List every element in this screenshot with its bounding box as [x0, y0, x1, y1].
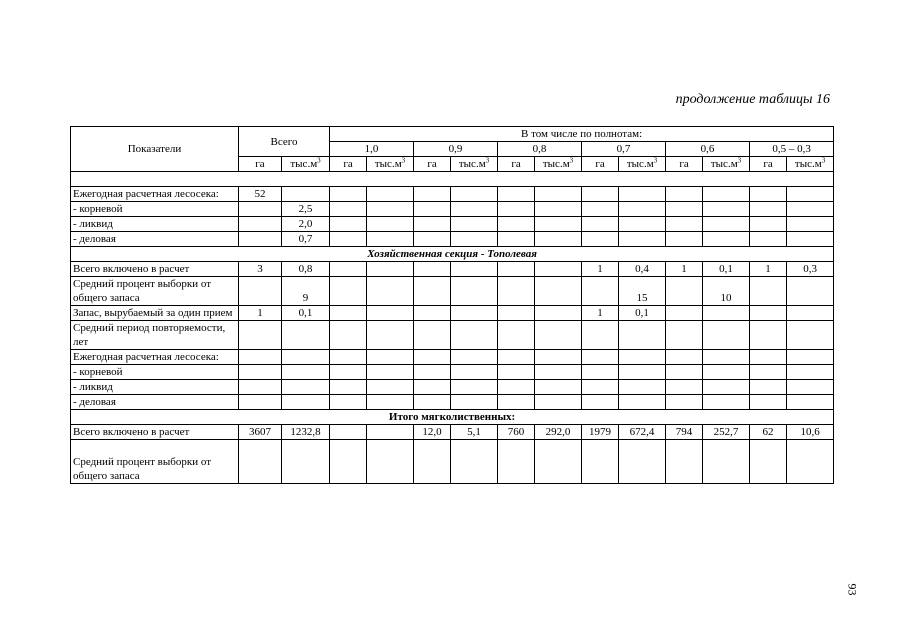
data-cell: 1 — [750, 262, 787, 277]
row-label: - корневой — [71, 202, 239, 217]
table-row — [71, 380, 834, 395]
data-cell — [239, 321, 282, 350]
data-cell — [703, 350, 750, 365]
header-unit-ha: га — [750, 157, 787, 172]
data-cell — [451, 262, 498, 277]
data-cell — [239, 202, 282, 217]
data-cell: 292,0 — [535, 425, 582, 440]
data-cell — [330, 350, 367, 365]
data-cell — [498, 187, 535, 202]
data-cell — [787, 232, 834, 247]
data-cell — [703, 365, 750, 380]
data-cell — [239, 365, 282, 380]
row-label: Ежегодная расчетная лесосека: — [71, 350, 239, 365]
table-row — [71, 172, 834, 187]
data-cell — [239, 277, 282, 306]
data-cell — [414, 395, 451, 410]
data-cell: 672,4 — [619, 425, 666, 440]
data-cell — [703, 440, 750, 484]
table-row — [71, 410, 834, 425]
header-density: 0,9 — [414, 142, 498, 157]
data-cell — [666, 232, 703, 247]
header-indicators: Показатели — [71, 127, 239, 172]
data-cell — [787, 187, 834, 202]
data-cell — [330, 425, 367, 440]
data-cell — [750, 440, 787, 484]
table-row — [71, 277, 834, 306]
table-row — [71, 262, 834, 277]
data-cell: 760 — [498, 425, 535, 440]
data-cell — [535, 202, 582, 217]
data-cell — [619, 350, 666, 365]
data-cell — [451, 187, 498, 202]
data-cell — [282, 321, 330, 350]
row-label: - ликвид — [71, 217, 239, 232]
data-cell — [414, 187, 451, 202]
header-unit-ha: га — [582, 157, 619, 172]
header-unit-m3 — [703, 157, 750, 172]
data-cell — [414, 321, 451, 350]
data-cell — [282, 365, 330, 380]
data-cell — [750, 306, 787, 321]
data-cell — [367, 365, 414, 380]
unit-m3-superscript: 3 — [317, 156, 321, 165]
row-label: - ликвид — [71, 380, 239, 395]
data-cell — [451, 440, 498, 484]
data-cell: 52 — [239, 187, 282, 202]
header-unit-m3 — [535, 157, 582, 172]
data-cell — [787, 202, 834, 217]
data-cell — [451, 217, 498, 232]
data-cell — [750, 202, 787, 217]
row-label: Средний процент выборки от общего запаса — [71, 277, 239, 306]
data-cell: 3607 — [239, 425, 282, 440]
data-cell — [451, 306, 498, 321]
data-cell — [666, 350, 703, 365]
data-cell — [582, 202, 619, 217]
header-unit-m3 — [367, 157, 414, 172]
data-cell — [787, 277, 834, 306]
data-cell — [451, 350, 498, 365]
data-cell — [619, 202, 666, 217]
data-cell: 15 — [619, 277, 666, 306]
data-cell — [451, 321, 498, 350]
row-label: - деловая — [71, 232, 239, 247]
data-cell — [619, 440, 666, 484]
table-row — [71, 217, 834, 232]
data-cell: 1 — [239, 306, 282, 321]
data-cell — [498, 321, 535, 350]
data-cell — [330, 440, 367, 484]
data-cell — [750, 217, 787, 232]
row-label: - корневой — [71, 365, 239, 380]
data-cell — [414, 217, 451, 232]
data-cell — [787, 350, 834, 365]
data-cell — [367, 380, 414, 395]
data-cell — [787, 440, 834, 484]
data-cell — [703, 202, 750, 217]
data-cell — [666, 365, 703, 380]
row-label: Средний процент выборки от общего запаса — [71, 440, 239, 484]
data-cell — [750, 187, 787, 202]
data-cell — [535, 217, 582, 232]
table-body — [71, 172, 834, 484]
data-cell — [367, 306, 414, 321]
data-cell — [619, 187, 666, 202]
header-density: 0,7 — [582, 142, 666, 157]
data-cell: 5,1 — [451, 425, 498, 440]
unit-m3-superscript: 3 — [401, 156, 406, 165]
data-cell — [330, 187, 367, 202]
data-cell — [498, 306, 535, 321]
row-label: - деловая — [71, 395, 239, 410]
data-cell — [239, 380, 282, 395]
data-cell — [367, 395, 414, 410]
data-cell — [451, 365, 498, 380]
data-cell — [330, 321, 367, 350]
data-cell — [535, 306, 582, 321]
data-cell: 62 — [750, 425, 787, 440]
table-row — [71, 306, 834, 321]
data-cell — [451, 380, 498, 395]
table-caption: продолжение таблицы 16 — [675, 92, 830, 107]
data-cell: 10,6 — [787, 425, 834, 440]
data-cell — [787, 395, 834, 410]
header-unit-m3 — [787, 157, 834, 172]
data-cell — [535, 395, 582, 410]
data-cell — [787, 380, 834, 395]
table-row — [71, 425, 834, 440]
header-unit-ha: га — [414, 157, 451, 172]
header-unit-m3 — [282, 157, 330, 172]
data-cell — [498, 350, 535, 365]
data-cell — [619, 395, 666, 410]
data-cell: 1979 — [582, 425, 619, 440]
unit-m3-superscript: 3 — [737, 156, 742, 165]
data-cell — [239, 440, 282, 484]
header-unit-ha: га — [330, 157, 367, 172]
data-cell: 0,1 — [282, 306, 330, 321]
data-cell — [750, 277, 787, 306]
header-by-density: В том числе по полнотам: — [330, 127, 834, 142]
data-cell — [582, 217, 619, 232]
data-cell — [666, 380, 703, 395]
table-row — [71, 202, 834, 217]
data-cell — [367, 350, 414, 365]
data-cell — [367, 232, 414, 247]
data-cell: 12,0 — [414, 425, 451, 440]
header-unit-ha: га — [498, 157, 535, 172]
data-cell: 0,1 — [619, 306, 666, 321]
data-cell — [787, 217, 834, 232]
data-cell — [330, 202, 367, 217]
data-cell — [666, 277, 703, 306]
section-heading: Хозяйственная секция - Тополевая — [71, 247, 834, 262]
data-cell — [330, 365, 367, 380]
unit-m3-superscript: 3 — [569, 156, 574, 165]
data-cell — [498, 202, 535, 217]
header-density: 0,5 – 0,3 — [750, 142, 834, 157]
unit-m3-text: тыс.м — [374, 158, 402, 170]
blank-cell — [71, 172, 834, 187]
row-label: Всего включено в расчет — [71, 262, 239, 277]
data-cell — [498, 232, 535, 247]
data-cell: 0,7 — [282, 232, 330, 247]
data-cell — [282, 187, 330, 202]
row-label: Ежегодная расчетная лесосека: — [71, 187, 239, 202]
data-cell: 0,3 — [787, 262, 834, 277]
page-number: 93 — [845, 583, 860, 596]
data-cell — [703, 232, 750, 247]
data-cell — [582, 350, 619, 365]
data-cell — [666, 306, 703, 321]
header-unit-ha: га — [666, 157, 703, 172]
data-cell: 0,4 — [619, 262, 666, 277]
unit-m3-text: тыс.м — [794, 158, 822, 170]
data-cell: 9 — [282, 277, 330, 306]
data-cell — [414, 380, 451, 395]
unit-m3-superscript: 3 — [653, 156, 658, 165]
data-cell — [619, 380, 666, 395]
data-cell — [703, 217, 750, 232]
table-row — [71, 440, 834, 484]
data-cell — [367, 217, 414, 232]
data-cell — [498, 262, 535, 277]
data-cell — [535, 440, 582, 484]
data-cell — [619, 217, 666, 232]
data-cell — [535, 380, 582, 395]
data-cell — [498, 395, 535, 410]
data-cell — [414, 202, 451, 217]
unit-m3-superscript: 3 — [485, 156, 490, 165]
data-cell — [414, 365, 451, 380]
data-cell: 1 — [582, 262, 619, 277]
data-cell — [750, 321, 787, 350]
data-cell — [498, 365, 535, 380]
data-cell — [535, 365, 582, 380]
data-cell: 0,1 — [703, 262, 750, 277]
data-cell — [367, 425, 414, 440]
data-cell: 3 — [239, 262, 282, 277]
data-cell — [787, 306, 834, 321]
data-cell — [239, 395, 282, 410]
data-cell — [414, 350, 451, 365]
data-cell — [750, 350, 787, 365]
data-cell — [703, 380, 750, 395]
data-cell — [330, 395, 367, 410]
data-cell — [582, 440, 619, 484]
table-row — [71, 187, 834, 202]
data-cell — [414, 277, 451, 306]
row-label: Средний период повторяемости, лет — [71, 321, 239, 350]
data-cell — [619, 365, 666, 380]
data-cell: 2,0 — [282, 217, 330, 232]
table-header — [71, 127, 834, 172]
data-cell — [330, 380, 367, 395]
data-cell: 2,5 — [282, 202, 330, 217]
unit-m3-text: тыс.м — [542, 158, 570, 170]
data-cell — [451, 277, 498, 306]
row-label: Всего включено в расчет — [71, 425, 239, 440]
data-cell — [282, 380, 330, 395]
data-cell — [498, 440, 535, 484]
data-cell — [703, 306, 750, 321]
data-cell — [239, 232, 282, 247]
data-cell — [582, 395, 619, 410]
data-cell: 252,7 — [703, 425, 750, 440]
table-row — [71, 365, 834, 380]
unit-m3-text: тыс.м — [290, 158, 318, 170]
data-cell — [666, 202, 703, 217]
data-cell: 0,8 — [282, 262, 330, 277]
data-cell — [750, 395, 787, 410]
header-density: 1,0 — [330, 142, 414, 157]
data-cell — [666, 187, 703, 202]
data-cell — [787, 321, 834, 350]
data-cell — [750, 380, 787, 395]
data-cell — [367, 277, 414, 306]
data-cell — [498, 217, 535, 232]
data-cell: 794 — [666, 425, 703, 440]
data-cell — [666, 321, 703, 350]
section-heading: Итого мягколиственных: — [71, 410, 834, 425]
data-cell — [750, 365, 787, 380]
header-density: 0,8 — [498, 142, 582, 157]
data-cell — [582, 321, 619, 350]
data-cell — [750, 232, 787, 247]
forest-table — [70, 126, 834, 484]
data-cell — [498, 277, 535, 306]
data-cell — [535, 277, 582, 306]
header-unit-m3 — [619, 157, 666, 172]
data-cell — [282, 395, 330, 410]
data-cell — [414, 262, 451, 277]
data-cell: 10 — [703, 277, 750, 306]
data-cell — [535, 350, 582, 365]
unit-m3-text: тыс.м — [458, 158, 486, 170]
data-cell — [787, 365, 834, 380]
row-label: Запас, вырубаемый за один прием — [71, 306, 239, 321]
data-cell — [239, 217, 282, 232]
data-cell — [451, 395, 498, 410]
data-cell — [666, 440, 703, 484]
unit-m3-superscript: 3 — [821, 156, 826, 165]
data-cell — [619, 321, 666, 350]
table-row — [71, 232, 834, 247]
table-row — [71, 247, 834, 262]
data-cell — [582, 380, 619, 395]
data-cell — [498, 380, 535, 395]
table-row — [71, 395, 834, 410]
data-cell — [535, 321, 582, 350]
data-cell — [239, 350, 282, 365]
data-cell — [582, 187, 619, 202]
data-cell — [703, 395, 750, 410]
data-cell — [367, 321, 414, 350]
data-cell — [666, 395, 703, 410]
data-cell: 1 — [666, 262, 703, 277]
data-cell — [367, 440, 414, 484]
data-cell — [535, 262, 582, 277]
data-cell — [330, 306, 367, 321]
data-cell — [703, 187, 750, 202]
unit-m3-text: тыс.м — [626, 158, 654, 170]
data-cell — [330, 277, 367, 306]
data-cell — [414, 232, 451, 247]
data-cell — [582, 277, 619, 306]
data-cell — [367, 187, 414, 202]
data-cell — [582, 365, 619, 380]
data-cell: 1 — [582, 306, 619, 321]
header-total: Всего — [239, 127, 330, 157]
data-cell — [535, 187, 582, 202]
header-unit-ha: га — [239, 157, 282, 172]
data-cell — [582, 232, 619, 247]
data-cell — [330, 262, 367, 277]
data-cell — [703, 321, 750, 350]
data-cell: 1232,8 — [282, 425, 330, 440]
data-cell — [414, 440, 451, 484]
data-cell — [330, 232, 367, 247]
table-row — [71, 321, 834, 350]
data-cell — [666, 217, 703, 232]
data-cell — [330, 217, 367, 232]
data-cell — [535, 232, 582, 247]
unit-m3-text: тыс.м — [710, 158, 738, 170]
data-cell — [282, 350, 330, 365]
header-density: 0,6 — [666, 142, 750, 157]
data-cell — [282, 440, 330, 484]
data-cell — [451, 232, 498, 247]
data-cell — [367, 262, 414, 277]
data-cell — [414, 306, 451, 321]
data-cell — [619, 232, 666, 247]
header-unit-m3 — [451, 157, 498, 172]
table-row — [71, 350, 834, 365]
data-cell — [451, 202, 498, 217]
data-cell — [367, 202, 414, 217]
